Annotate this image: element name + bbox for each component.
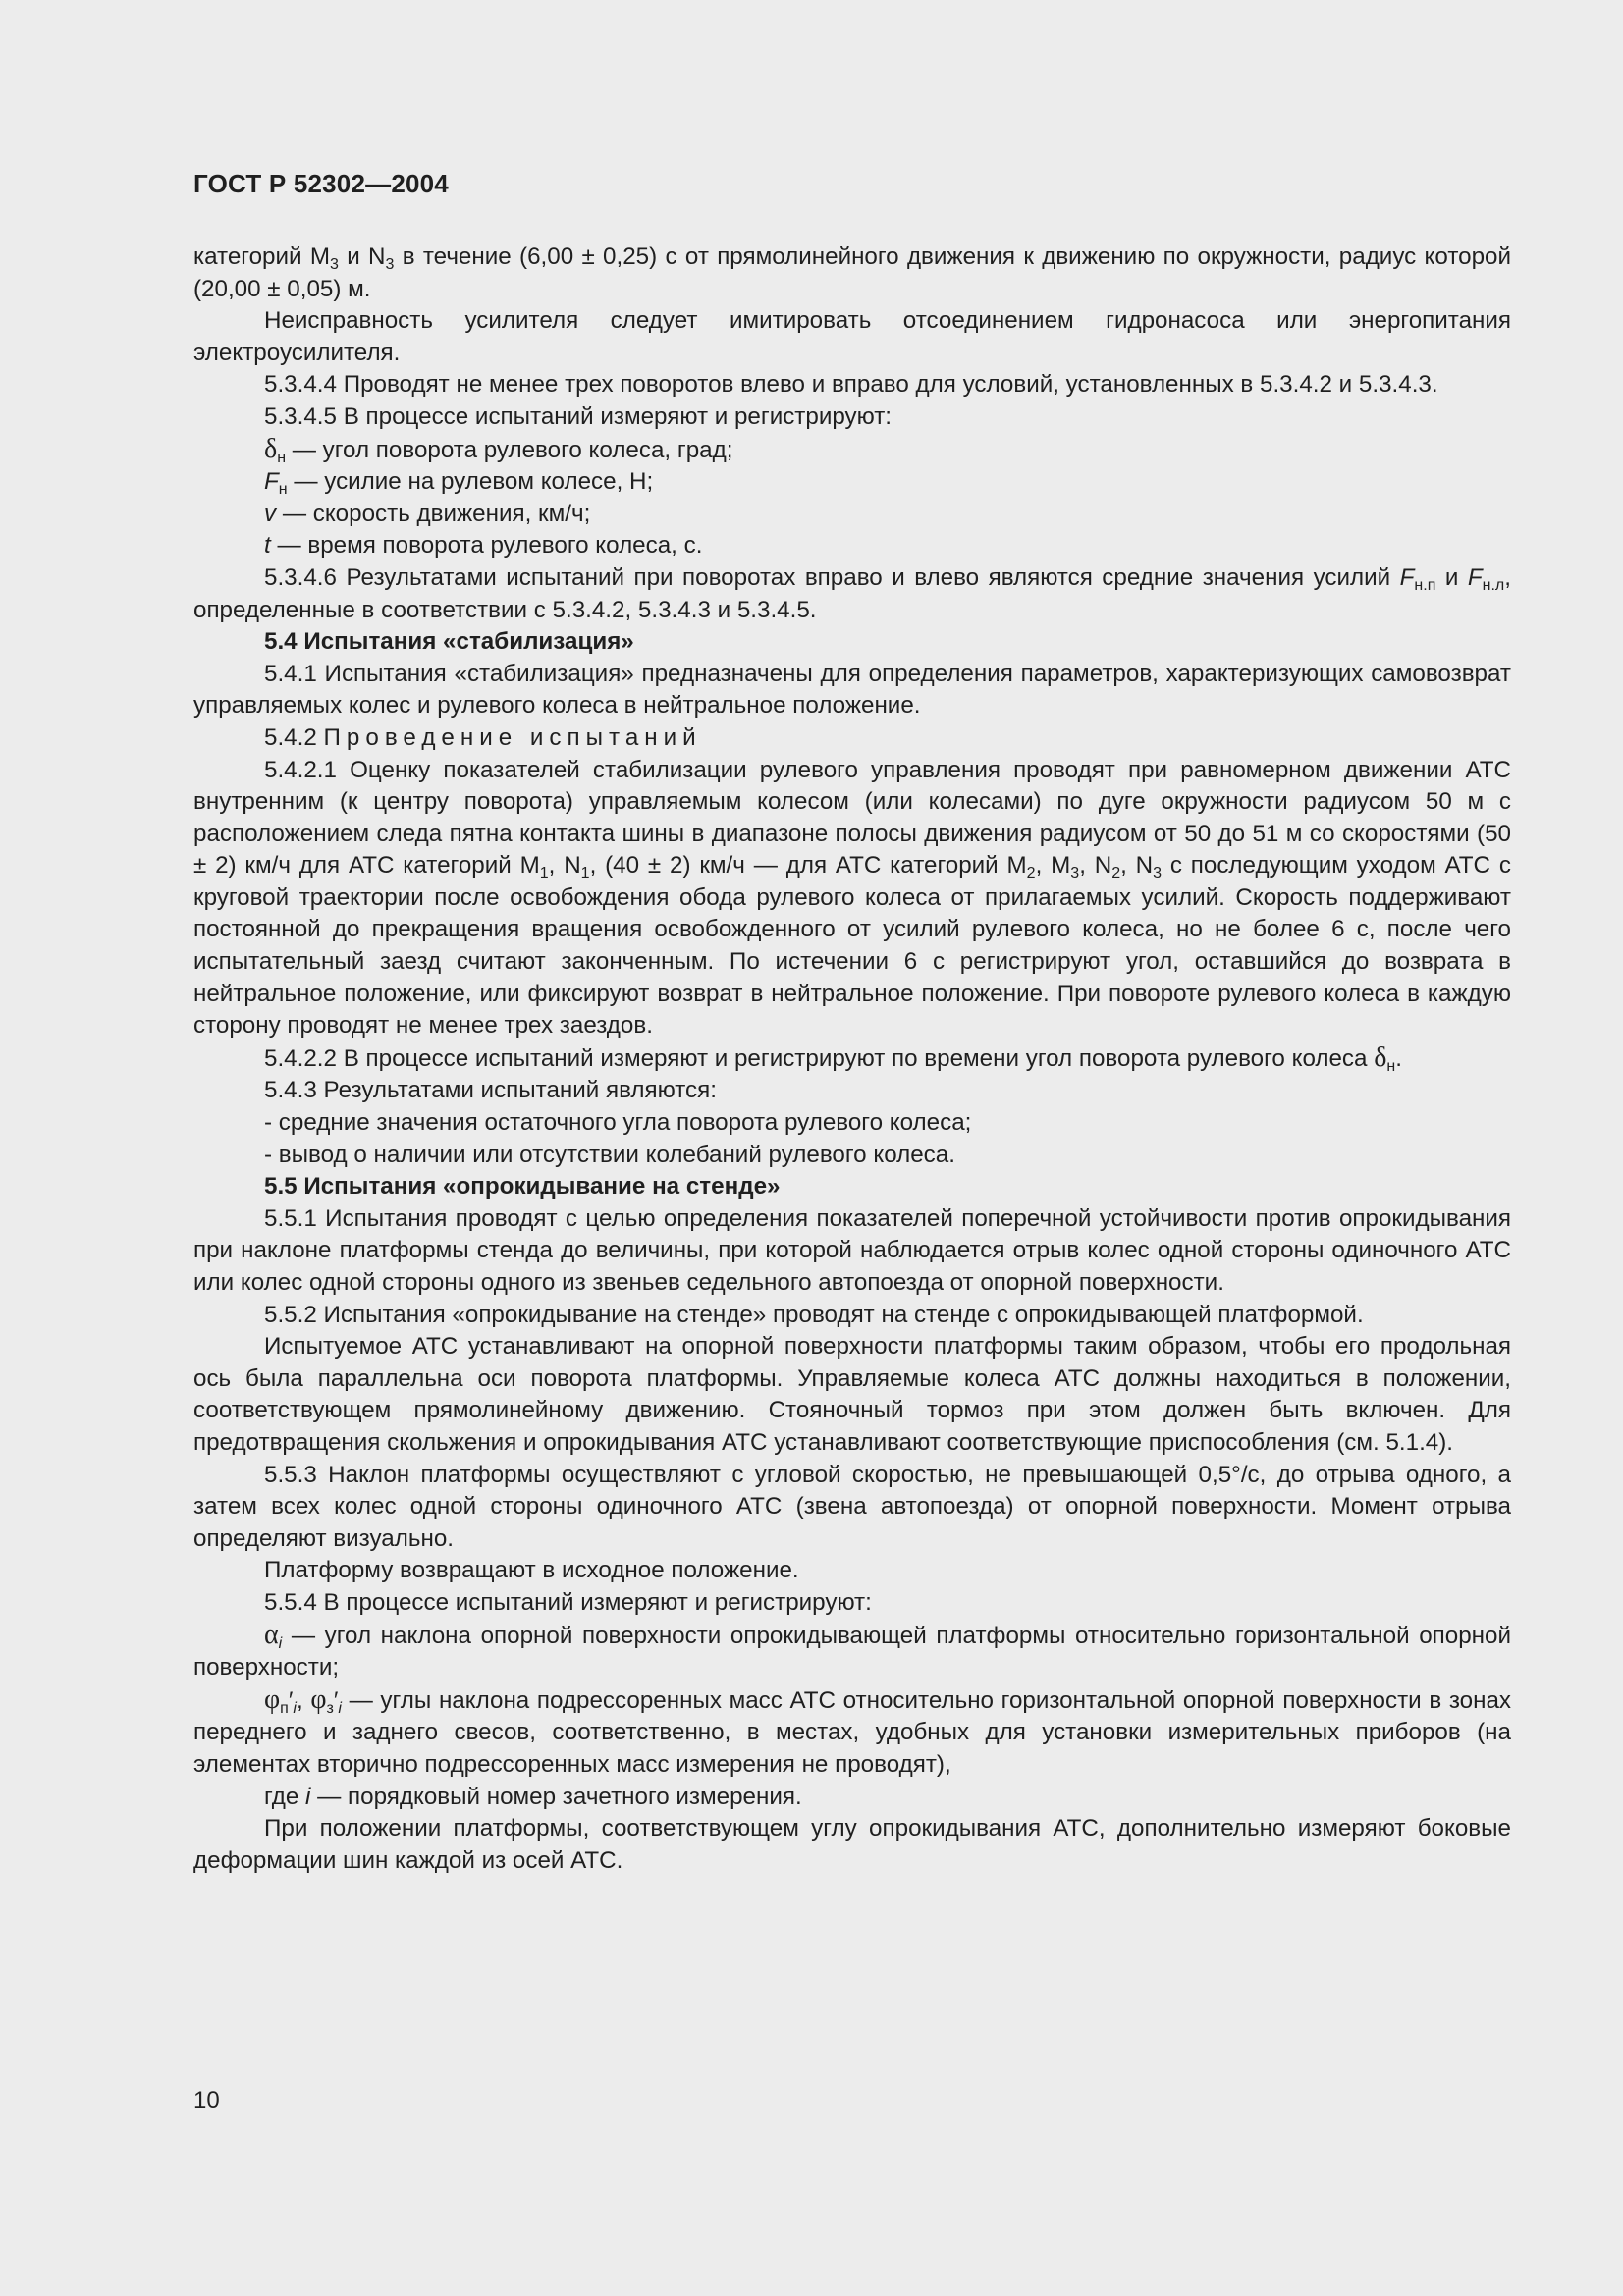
- paragraph: где i — порядковый номер зачетного измерения.: [264, 1783, 802, 1810]
- section-heading-5-4: 5.4 Испытания «стабилизация»: [264, 628, 634, 656]
- definition-item: v — скорость движения, км/ч;: [264, 500, 591, 527]
- paragraph: Платформу возвращают в исходное положение.: [264, 1557, 799, 1584]
- clause-5-5-1: 5.5.1 Испытания проводят с целью определения показателей поперечной устойчивости против опрокидывания при наклоне платформы стенда до величины, при которой наблюдается отрыв колес одной стороны одиночного АТС или колес одной стороны одного из звеньев седельного автопоезда от опорной поверхности.: [193, 1204, 1511, 1296]
- definition-item: $F_н$ — усилие на рулевом колесе, Н;: [264, 468, 654, 499]
- clause-5-4-2: 5.4.2 Проведение испытаний: [264, 723, 702, 751]
- clause-5-4-2-2: 5.4.2.2 В процессе испытаний измеряют и регистрируют по времени угол поворота рулевого колеса $\delta_н$.: [264, 1041, 1402, 1075]
- document-header: ГОСТ Р 52302—2004: [193, 169, 449, 198]
- clause-5-5-4: 5.5.4 В процессе испытаний измеряют и регистрируют:: [264, 1588, 872, 1616]
- list-item: - средние значения остаточного угла поворота рулевого колеса;: [264, 1109, 972, 1137]
- section-heading-5-5: 5.5 Испытания «опрокидывание на стенде»: [264, 1173, 781, 1201]
- definition-item: $\delta_н$ — угол поворота рулевого колеса, град;: [264, 433, 733, 466]
- paragraph: При положении платформы, соответствующем углу опрокидывания АТС, дополнительно измеряют боковые деформации шин каждой из осей АТС.: [193, 1815, 1511, 1874]
- clause-5-4-3: 5.4.3 Результатами испытаний являются:: [264, 1077, 717, 1104]
- clause-5-4-2-1: 5.4.2.1 Оценку показателей стабилизации рулевого управления проводят при равномерном движении АТС внутренним (к центру поворота) управляемым колесом (или колесами) по дуге окружности радиусом 50 м с расположением следа пятна контакта шины в диапазоне полосы движения радиусом от 50 до 51 м со скоростями (50 ± 2) км/ч для АТС категорий $M_1$, $N_1$, (40 ± 2) км/ч — для АТС категорий $M_2$, $M_3$, $N_2$, $N_3$ с последующим уходом АТС с круговой траектории после освобождения обода рулевого колеса от прилагаемых усилий. Скорость поддерживают постоянной до прекращения вращения освобожденного от усилий рулевого колеса, но не более 6 с, после чего испытательный заезд считают законченным. По истечении 6 с регистрируют угол, оставшийся до возврата в нейтральное положение, или фиксируют возврат в нейтральное положение. При повороте рулевого колеса в каждую сторону проводят не менее трех заездов.: [193, 756, 1511, 1040]
- clause-5-3-4-6: 5.3.4.6 Результатами испытаний при поворотах вправо и влево являются средние значения усилий $F_{н.п}$ и $F_{н.л}$, определенные в соответствии с 5.3.4.2, 5.3.4.3 и 5.3.4.5.: [193, 563, 1511, 623]
- clause-5-5-2: 5.5.2 Испытания «опрокидывание на стенде» проводят на стенде с опрокидывающей платформой.: [264, 1301, 1364, 1328]
- clause-5-3-4-4: 5.3.4.4 Проводят не менее трех поворотов влево и вправо для условий, установленных в 5.3.4.2 и 5.3.4.3.: [264, 371, 1438, 399]
- paragraph: категорий $M_3$ и $N_3$ в течение (6,00 ± 0,25) с от прямолинейного движения к движению по окружности, радиус которой (20,00 ± 0,05) м.: [193, 243, 1511, 302]
- definition-item: $\alpha_i$ — угол наклона опорной поверхности опрокидывающей платформы относительно горизонтальной опорной поверхности;: [193, 1619, 1511, 1682]
- document-body: [193, 241, 1511, 1877]
- list-item: - вывод о наличии или отсутствии колебаний рулевого колеса.: [264, 1141, 955, 1168]
- definition-item: $\varphi_п'_i$, $\varphi_з'_i$ — углы наклона подрессоренных масс АТС относительно горизонтальной опорной поверхности в зонах переднего и заднего свесов, соответственно, в местах, удобных для установки измерительных приборов (на элементах вторично подрессоренных масс измерения не проводят),: [193, 1683, 1511, 1778]
- paragraph: Неисправность усилителя следует имитировать отсоединением гидронасоса или энергопитания электроусилителя.: [193, 307, 1511, 366]
- paragraph: Испытуемое АТС устанавливают на опорной поверхности платформы таким образом, чтобы его продольная ось была параллельна оси поворота платформы. Управляемые колеса АТС должны находиться в положении, соответствующем прямолинейному движению. Стояночный тормоз при этом должен быть включен. Для предотвращения скольжения и опрокидывания АТС устанавливают соответствующие приспособления (см. 5.1.4).: [193, 1333, 1511, 1456]
- clause-5-4-1: 5.4.1 Испытания «стабилизация» предназначены для определения параметров, характеризующих самовозврат управляемых колес и рулевого колеса в нейтральное положение.: [193, 660, 1511, 720]
- clause-5-3-4-5: 5.3.4.5 В процессе испытаний измеряют и регистрируют:: [264, 402, 893, 430]
- page-number: 10: [193, 2087, 220, 2113]
- clause-5-5-3: 5.5.3 Наклон платформы осуществляют с угловой скоростью, не превышающей 0,5°/с, до отрыва одного, а затем всех колес одной стороны одиночного АТС (звена автопоезда) от опорной поверхности. Момент отрыва определяют визуально.: [193, 1461, 1511, 1552]
- definition-item: t — время поворота рулевого колеса, с.: [264, 532, 703, 560]
